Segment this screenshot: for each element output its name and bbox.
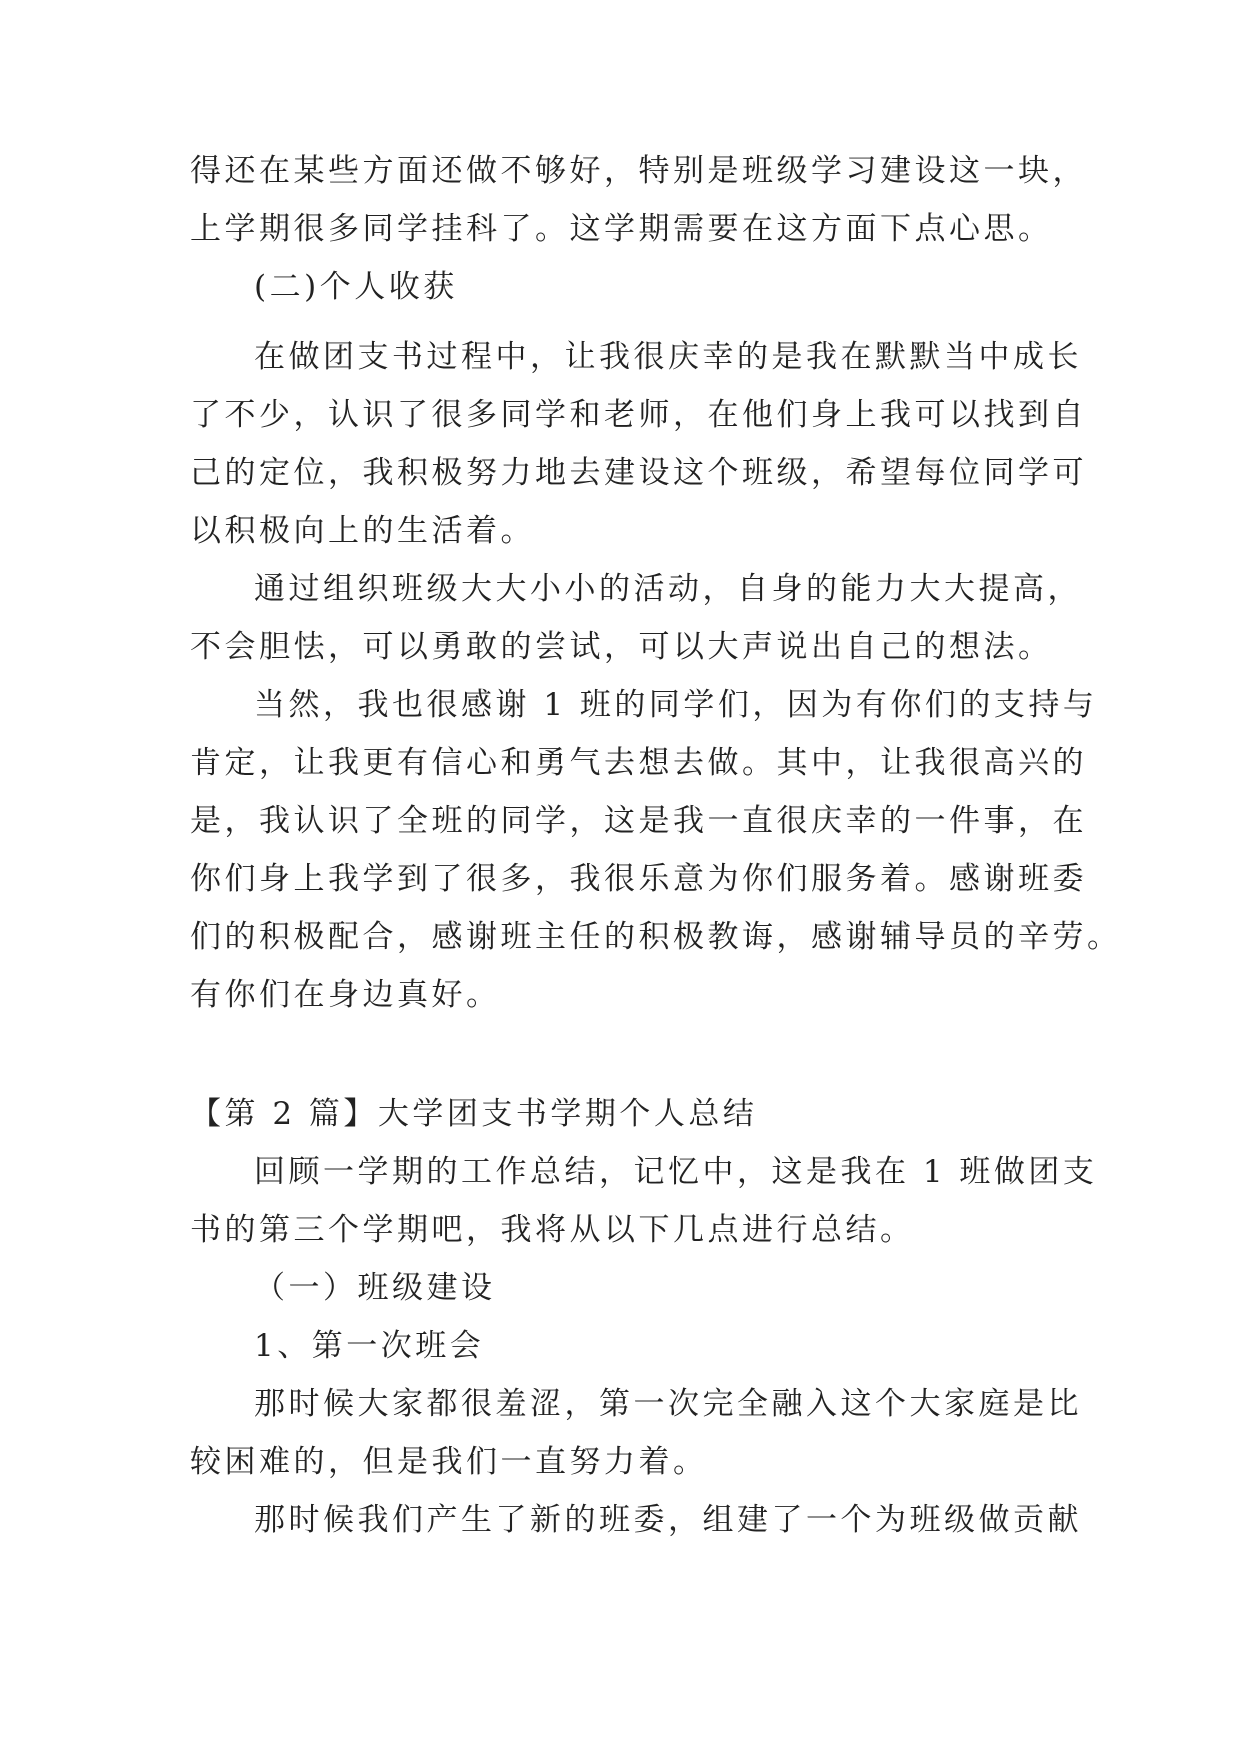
paragraph-line: 了不少，认识了很多同学和老师，在他们身上我可以找到自 — [190, 397, 1087, 433]
paragraph-line: 肯定，让我更有信心和勇气去想去做。其中，让我很高兴的 — [190, 745, 1087, 781]
paragraph-line: 书的第三个学期吧，我将从以下几点进行总结。 — [190, 1212, 915, 1248]
paragraph-line: 上学期很多同学挂科了。这学期需要在这方面下点心思。 — [190, 211, 1053, 247]
paragraph-line: 较困难的，但是我们一直努力着。 — [190, 1444, 708, 1480]
paragraph-line: 通过组织班级大大小小的活动，自身的能力大大提高， — [254, 571, 1082, 607]
paragraph-line: 在做团支书过程中，让我很庆幸的是我在默默当中成长 — [254, 339, 1082, 375]
paragraph-line: 当然，我也很感谢 1 班的同学们，因为有你们的支持与 — [254, 687, 1098, 723]
paragraph-line: 们的积极配合，感谢班主任的积极教诲，感谢辅导员的辛劳。 — [190, 919, 1122, 955]
paragraph-line: 那时候大家都很羞涩，第一次完全融入这个大家庭是比 — [254, 1386, 1082, 1422]
article-title: 【第 2 篇】大学团支书学期个人总结 — [190, 1096, 758, 1132]
section-heading: (二)个人收获 — [254, 269, 458, 305]
paragraph-line: 有你们在身边真好。 — [190, 977, 501, 1013]
paragraph-line: 那时候我们产生了新的班委，组建了一个为班级做贡献 — [254, 1502, 1082, 1538]
section-heading: （一）班级建设 — [254, 1270, 496, 1306]
paragraph-line: 回顾一学期的工作总结，记忆中，这是我在 1 班做团支 — [254, 1154, 1098, 1190]
paragraph-line: 己的定位，我积极努力地去建设这个班级，希望每位同学可 — [190, 455, 1087, 491]
paragraph-line: 你们身上我学到了很多，我很乐意为你们服务着。感谢班委 — [190, 861, 1087, 897]
paragraph-line: 得还在某些方面还做不够好，特别是班级学习建设这一块， — [190, 153, 1087, 189]
paragraph-line: 不会胆怯，可以勇敢的尝试，可以大声说出自己的想法。 — [190, 629, 1053, 665]
paragraph-line: 是，我认识了全班的同学，这是我一直很庆幸的一件事，在 — [190, 803, 1087, 839]
paragraph-line: 以积极向上的生活着。 — [190, 513, 535, 549]
subsection-heading: 1、第一次班会 — [254, 1328, 485, 1364]
